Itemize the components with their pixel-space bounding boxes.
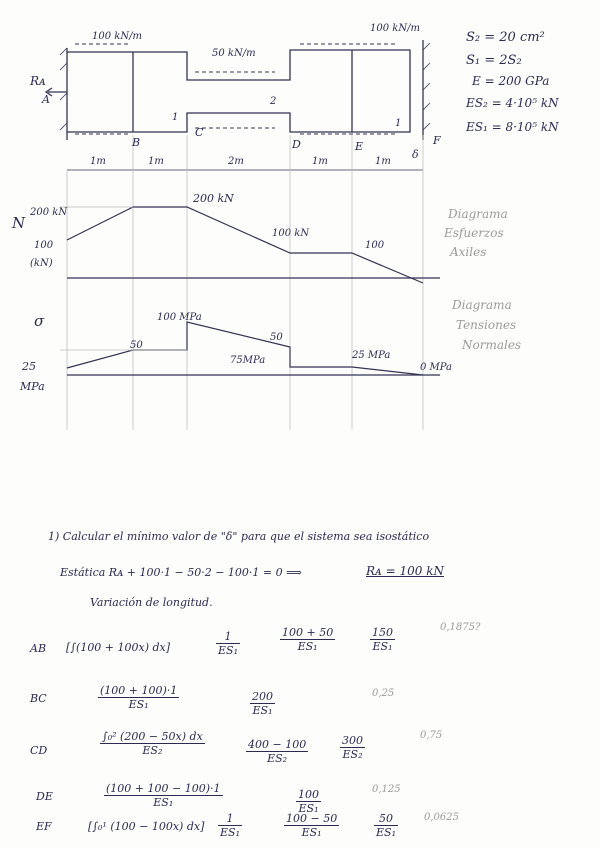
ab-factor: $\frac{1}{\text{ES₁}}$ <box>218 630 238 657</box>
prop-es2: ES₂ = 4·10⁵ kN <box>466 96 559 110</box>
prop-es1: ES₁ = 8·10⁵ kN <box>466 120 559 134</box>
point-a: A <box>42 93 50 106</box>
sigma-left-val: 25 <box>22 360 36 373</box>
sigma-axis-label: σ <box>34 312 45 330</box>
sigma-title-2: Tensiones <box>456 318 517 332</box>
gap-delta: δ <box>412 148 419 161</box>
sigma-0: 0 MPa <box>420 362 453 373</box>
load-left: 100 kN/m <box>92 31 142 42</box>
prop-e: E = 200 GPa <box>472 74 550 88</box>
de-frac-2: $\frac{100}{\text{ES₁}}$ <box>298 788 319 815</box>
n-axis-label: N <box>12 214 26 232</box>
sigma-100: 100 MPa <box>157 312 202 323</box>
n-peak: 200 kN <box>193 192 234 205</box>
sigma-25: 25 MPa <box>352 350 391 361</box>
statics-equation: Estática Rᴀ + 100·1 − 50·2 − 100·1 = 0 ⟹ <box>60 566 302 579</box>
sigma-75: 75MPa <box>230 355 266 366</box>
ab-frac-2: $\frac{150}{\text{ES₁}}$ <box>372 626 393 653</box>
point-d: D <box>292 138 301 151</box>
load-mid: 50 kN/m <box>212 48 256 59</box>
section-1-right: 1 <box>395 118 402 129</box>
length-variation: Variación de longitud. <box>90 596 213 609</box>
section-2: 2 <box>270 96 277 107</box>
n-right: 100 <box>365 240 385 251</box>
seg-bc: BC <box>30 692 47 705</box>
ef-factor: $\frac{1}{\text{ES₁}}$ <box>220 812 240 839</box>
n-left-val: 100 <box>34 240 54 251</box>
de-frac: $\frac{(100 + 100 - 100)\cdot 1}{\text{ES₁}}$ <box>106 782 221 809</box>
bc-note: 0,25 <box>372 688 395 699</box>
span-4: 1m <box>312 156 328 167</box>
n-title-1: Diagrama <box>448 207 508 221</box>
n-title-3: Axiles <box>450 245 487 259</box>
span-5: 1m <box>375 156 391 167</box>
ef-integral: [∫₀¹ (100 − 100x) dx] <box>88 820 205 833</box>
cd-frac-1: $\frac{400 - 100}{\text{ES₂}}$ <box>248 738 307 765</box>
reaction-result: Rᴀ = 100 kN <box>366 564 444 578</box>
sigma-title-1: Diagrama <box>452 298 512 312</box>
seg-ab: AB <box>30 642 47 655</box>
ef-frac-2: $\frac{50}{\text{ES₁}}$ <box>376 812 396 839</box>
reaction-ra: Rᴀ <box>30 74 46 88</box>
sigma-50b: 50 <box>270 332 283 343</box>
bc-frac: $\frac{(100 + 100)\cdot 1}{\text{ES₁}}$ <box>100 684 178 711</box>
cd-frac-2: $\frac{300}{\text{ES₂}}$ <box>342 734 363 761</box>
ab-integral: [∫(100 + 100x) dx] <box>66 641 171 654</box>
span-2: 1m <box>148 156 164 167</box>
cd-note: 0,75 <box>420 730 443 741</box>
point-f: F <box>433 134 441 147</box>
prop-s1: S₁ = 2S₂ <box>466 53 522 68</box>
sigma-title-3: Normales <box>462 338 522 352</box>
load-right: 100 kN/m <box>370 23 420 34</box>
bc-frac-2: $\frac{200}{\text{ES₁}}$ <box>252 690 273 717</box>
ef-frac-1: $\frac{100 - 50}{\text{ES₁}}$ <box>286 812 338 839</box>
ef-note: 0,0625 <box>424 812 459 823</box>
point-c: C <box>195 126 204 139</box>
n-title-2: Esfuerzos <box>444 226 504 240</box>
seg-cd: CD <box>30 744 48 757</box>
question-1: 1) Calcular el mínimo valor de "δ" para que el sistema sea isostático <box>48 530 430 543</box>
sigma-50: 50 <box>130 340 143 351</box>
bar-outline <box>67 50 410 132</box>
sigma-left-unit: MPa <box>20 380 45 393</box>
section-1-left: 1 <box>172 112 179 123</box>
sigma-curve <box>67 322 423 375</box>
point-b: B <box>132 136 141 149</box>
cd-frac: $\frac{\text{∫₀² (200 − 50x) dx}}{\text{ES₂}}$ <box>102 730 203 757</box>
span-3: 2m <box>228 156 244 167</box>
ab-frac-1: $\frac{100 + 50}{\text{ES₁}}$ <box>282 626 334 653</box>
ab-note: 0,1875? <box>440 622 481 633</box>
n-top-left: 200 kN <box>30 207 68 218</box>
seg-ef: EF <box>36 820 52 833</box>
de-note: 0,125 <box>372 784 401 795</box>
point-e: E <box>355 140 364 153</box>
n-mid: 100 kN <box>272 228 310 239</box>
n-left-unit: (kN) <box>30 258 53 269</box>
seg-de: DE <box>36 790 53 803</box>
prop-s2: S₂ = 20 cm² <box>466 30 545 45</box>
span-1: 1m <box>90 156 106 167</box>
